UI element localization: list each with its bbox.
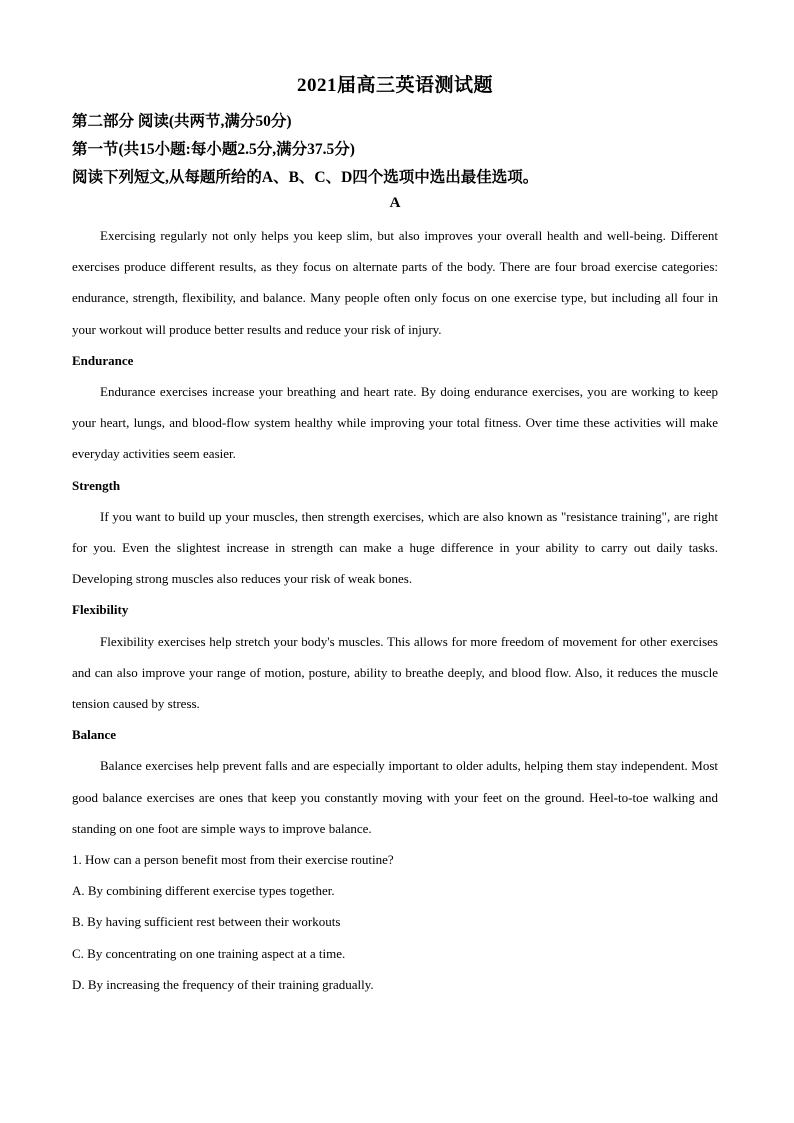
- question-stem: 1. How can a person benefit most from their exercise routine?: [72, 852, 394, 868]
- option-c: C. By concentrating on one training aspect at a time.: [72, 945, 346, 961]
- section-heading-strength: Strength: [72, 477, 121, 493]
- section-text-flexibility: Flexibility exercises help stretch your body's muscles. This allows for more freedom of movement for other exercises and can also improve your range of motion, posture, ability to breathe deeply, and blood flow. Also, it reduces the muscle tension caused by stress.: [72, 633, 718, 712]
- section-text-balance: Balance exercises help prevent falls and are especially important to older adults, helping them stay independent. Most good balance exercises are ones that keep you constantly moving with your feet on the ground. Heel-to-toe walking and standing on one foot are simple ways to improve balance.: [72, 758, 718, 836]
- option-b: B. By having sufficient rest between their workouts: [72, 914, 341, 930]
- section-text-strength: If you want to build up your muscles, then strength exercises, which are also known as "resistance training", are right for you. Even the slightest increase in strength can make a huge difference in your ability to carry out daily tasks. Developing strong muscles also reduces your risk of weak bones.: [72, 508, 718, 587]
- page-title: 2021届高三英语测试题: [296, 75, 493, 96]
- part-heading: 第二部分 阅读(共两节,满分50分): [72, 113, 292, 130]
- section-heading-flexibility: Flexibility: [72, 602, 129, 618]
- passage-letter: A: [389, 195, 401, 211]
- section-heading-balance: Balance: [72, 727, 117, 743]
- intro-paragraph: Exercising regularly not only helps you keep slim, but also improves your overall health and well-being. Different exercises produce different results, as they focus on alternate parts of the body. There are four broad exercise categories: endurance, strength, flexibility, and balance. Many people often only focus on one exercise type, but including all four in your workout will produce better results and reduce your risk of injury.: [72, 228, 718, 337]
- section-heading-endurance: Endurance: [72, 352, 134, 368]
- option-d: D. By increasing the frequency of their training gradually.: [72, 976, 374, 992]
- option-a: A. By combining different exercise types together.: [72, 883, 335, 899]
- section-heading: 第一节(共15小题:每小题2.5分,满分37.5分): [72, 141, 355, 158]
- instruction-text: 阅读下列短文,从每题所给的A、B、C、D四个选项中选出最佳选项。: [72, 169, 539, 186]
- document-page: [72, 70, 718, 1000]
- section-text-endurance: Endurance exercises increase your breathing and heart rate. By doing endurance exercises, you are working to keep your heart, lungs, and blood-flow system healthy while improving your total fitness. Over time these activities will make everyday activities seem easier.: [72, 384, 718, 462]
